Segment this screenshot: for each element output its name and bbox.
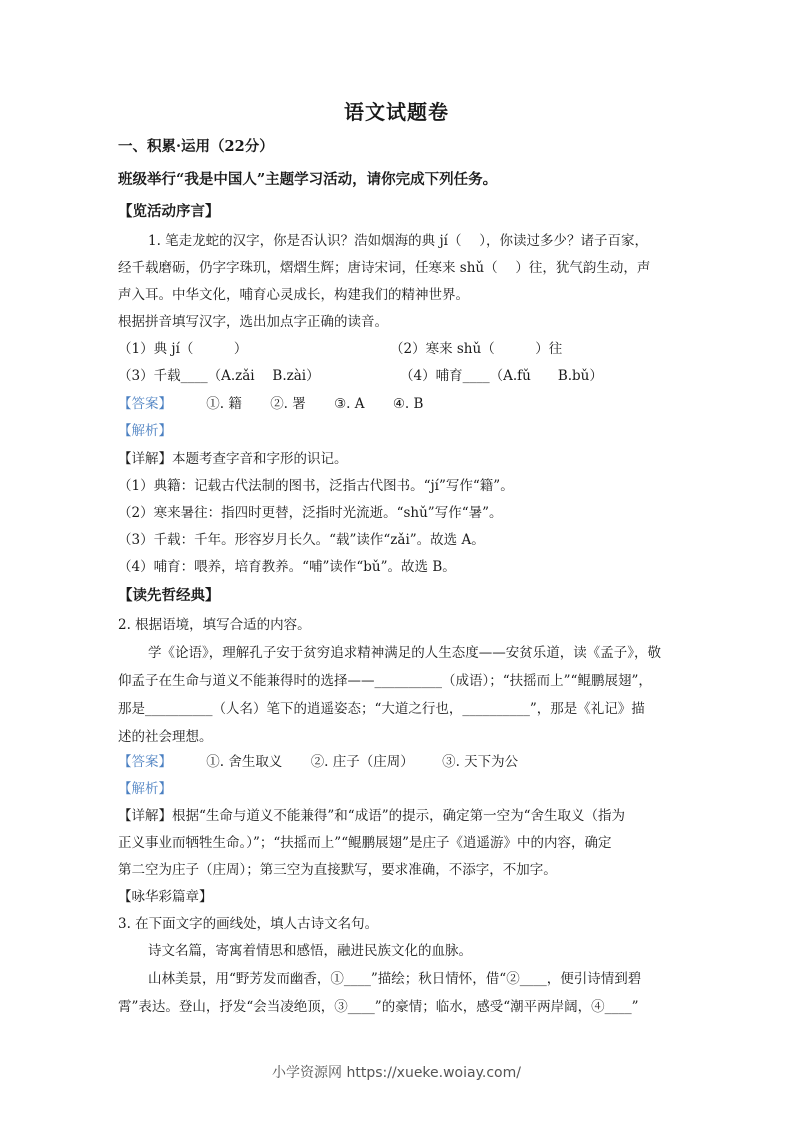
detail-line: 【详解】根据“生命与道义不能兼得”和“成语”的提示，确定第一空为“舍生取义（指为 — [118, 808, 626, 824]
page-title: 语文试题卷 — [344, 100, 449, 124]
answer-item: ②. 署 — [270, 396, 306, 412]
q1-item-1: （1）典 jí（ ） — [118, 341, 248, 357]
section-intro: 班级举行“我是中国人”主题学习活动，请你完成下列任务。 — [118, 171, 498, 188]
q3-title: 3. 在下面文字的画线处，填人古诗文名句。 — [118, 916, 379, 932]
answer-item: ③. A — [334, 396, 365, 412]
q2-answer-row — [118, 752, 518, 772]
detail-line: 第二空为庄子（庄周）；第三空为直接默写，要求准确，不添字，不加字。 — [118, 862, 557, 878]
detail-line: 正义事业而牺牲生命。）”；“扶摇而上”“鲲鹏展翅”是庄子《逍遥游》中的内容，确定 — [118, 835, 612, 851]
q1-instruction: 根据拼音填写汉字，选出加点字正确的读音。 — [118, 314, 388, 330]
detail-line: （1）典籍：记载古代法制的图书，泛指古代图书。“jí”写作“籍”。 — [118, 478, 514, 494]
section-heading: 一、积累·运用（22分） — [118, 138, 274, 155]
q1-item-4: （4）哺育____（A.fǔ B.bǔ） — [400, 368, 603, 384]
detail-line: （4）哺育：喂养，培育教养。“哺”读作“bǔ”。故选 B。 — [118, 559, 456, 575]
answer-item: ①. 籍 — [206, 396, 242, 412]
answer-label: 【答案】 — [118, 396, 172, 412]
q1-line: 1. 笔走龙蛇的汉字，你是否认识？浩如烟海的典 jí（ ），你读过多少？诸子百家， — [148, 233, 649, 249]
part3-heading: 【咏华彩篇章】 — [118, 889, 213, 905]
q1-item-2: （2）寒来 shǔ（ ）往 — [390, 341, 563, 357]
analysis-label: 【解析】 — [118, 423, 172, 439]
analysis-label: 【解析】 — [118, 781, 172, 797]
detail-line: （3）千载：千年。形容岁月长久。“载”读作“zǎi”。故选 A。 — [118, 532, 485, 548]
answer-item: ②. 庄子（庄周） — [310, 754, 414, 770]
q3-line: 山林美景，用“野芳发而幽香，①____”描绘；秋日情怀，借“②____，便引诗情到碧 — [148, 971, 642, 987]
q1-line: 经千载磨砺，仍字字珠玑，熠熠生辉；唐诗宋词，任寒来 shǔ（ ）往，犹气韵生动，声 — [118, 260, 651, 276]
detail-line: 【详解】本题考查字音和字形的识记。 — [118, 451, 348, 467]
q1-item-3: （3）千载____（A.zǎi B.zài） — [118, 368, 320, 384]
answer-label: 【答案】 — [118, 754, 172, 770]
q1-line: 声入耳。中华文化，哺育心灵成长，构建我们的精神世界。 — [118, 287, 469, 303]
q2-line: 仰孟子在生命与道义不能兼得时的选择——__________（成语）；“扶摇而上”“鲲鹏展翅”， — [118, 673, 652, 689]
q1-answer-row — [118, 394, 423, 414]
q2-line: 那是__________（人名）笔下的逍遥姿态；“大道之行也，__________”，那是《礼记》描 — [118, 701, 645, 717]
q2-line: 述的社会理想。 — [118, 729, 213, 745]
detail-line: （2）寒来暑往：指四时更替，泛指时光流逝。“shǔ”写作“暑”。 — [118, 505, 503, 521]
q2-title: 2. 根据语境，填写合适的内容。 — [118, 617, 311, 633]
answer-item: ①. 舍生取义 — [206, 754, 283, 770]
q2-line: 学《论语》，理解孔子安于贫穷追求精神满足的人生态度——安贫乐道，读《孟子》，敬 — [148, 645, 661, 661]
footer-watermark: 小学资源网 https://xueke.woiay.com/ — [272, 1065, 521, 1081]
answer-item: ④. B — [392, 396, 424, 412]
answer-item: ③. 天下为公 — [442, 754, 519, 770]
q3-line: 霄”表达。登山，抒发“会当凌绝顶，③____”的豪情；临水，感受“潮平两岸阔，④____” — [118, 999, 639, 1015]
part2-heading: 【读先哲经典】 — [118, 587, 220, 604]
part1-heading: 【览活动序言】 — [118, 203, 220, 220]
q3-line: 诗文名篇，寄寓着情思和感悟，融进民族文化的血脉。 — [148, 943, 472, 959]
